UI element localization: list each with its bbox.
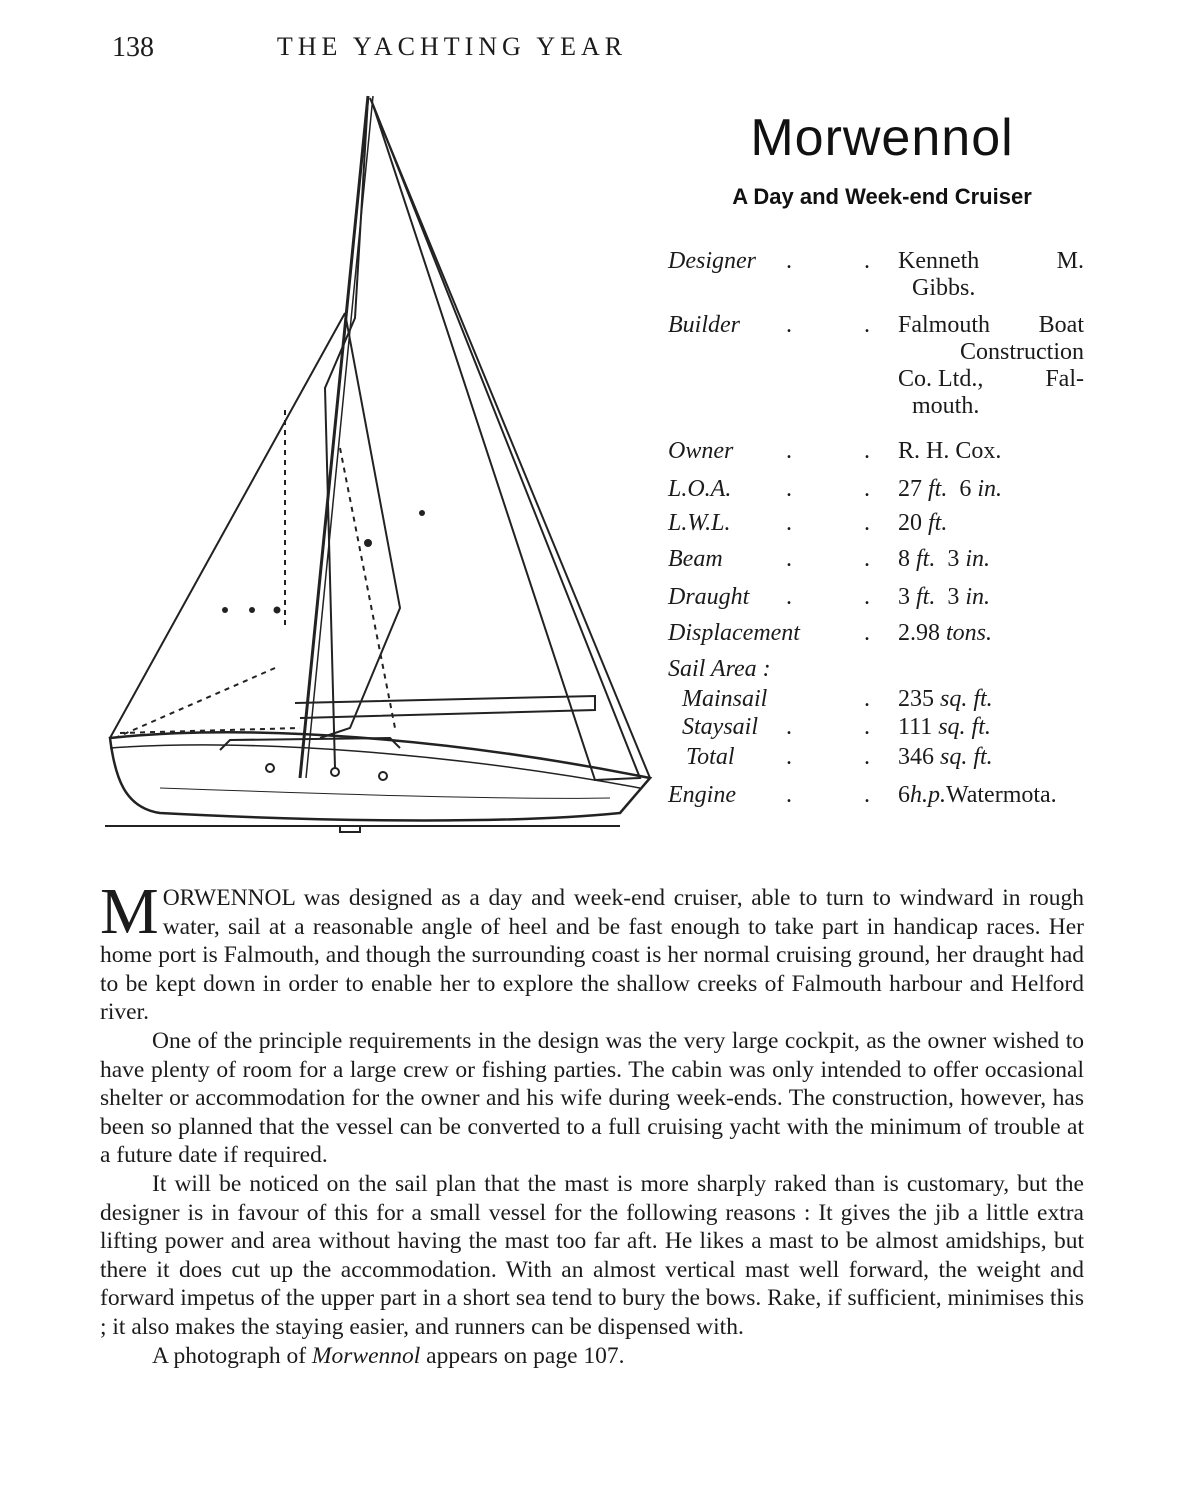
paragraph: One of the principle requirements in the design was the very large cockpit, as the owner wished to have plenty of room for a large crew or fishing parties. The cabin was only intended to offer occasional shelter or accommodation for the owner and his wife during week-ends. The construction, however, has been so planned that the vessel can be converted to a full cruising yacht with the minimum of trouble at a future date if required. xyxy=(100,1027,1084,1169)
paragraph: A photograph of Morwennol appears on page 107. xyxy=(152,1342,625,1369)
topsail xyxy=(325,98,368,768)
article-body xyxy=(100,875,1084,1370)
article-title: Morwennol xyxy=(750,109,1014,167)
spec-label: Designer xyxy=(668,248,756,274)
spec-label: Builder xyxy=(668,312,740,338)
running-head xyxy=(0,30,1181,70)
sail-plan-drawing xyxy=(100,88,660,848)
jib-sail xyxy=(372,102,640,780)
forestay xyxy=(370,98,650,778)
mast xyxy=(300,96,368,778)
paragraph: MORWENNOL was designed as a day and week-end cruiser, able to turn to windward in rough water, sail at a reasonable angle of heel and be fast enough to take part in handicap races. Her home port is Falmouth, and though the surrounding coast is her normal cruising ground, her draught had to be kept down in order to enable her to explore the shallow creeks of Falmouth harbour and Helford river. xyxy=(100,875,1084,1026)
spec-value: Kenneth M. Gibbs. xyxy=(898,248,1084,301)
main-boom xyxy=(295,696,595,718)
article-subtitle: A Day and Week-end Cruiser xyxy=(732,184,1032,209)
spec-value: Falmouth Boat Construction Co. Ltd., Fal- mouth. xyxy=(898,312,1084,419)
paragraph: It will be noticed on the sail plan that the mast is more sharply raked than is customary, but the designer is in favour of this for a small vessel for the following reasons : It gives the jib a little extra lifting power and area without having the mast too far aft. He likes a mast to be almost amidships, but there it does cut up the accommodation. With an almost vertical mast well forward, the weight and forward impetus of the upper part in a short sea tend to bury the bows. Rake, if sufficient, minimises this ; it also makes the staying easier, and runners can be dispensed with. xyxy=(100,1170,1084,1340)
drop-cap: M xyxy=(100,875,159,948)
running-title: THE YACHTING YEAR xyxy=(276,32,628,61)
page-number: 138 xyxy=(112,32,154,63)
